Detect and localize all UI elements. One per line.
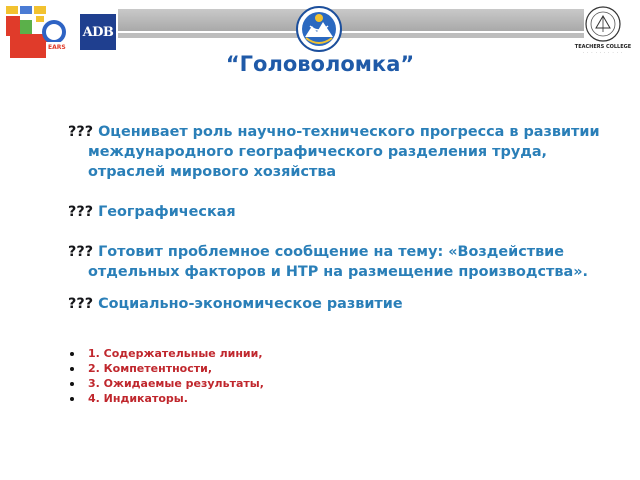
- bullet-item: [70, 391, 264, 406]
- item-text: Оценивает роль научно-технического прогресса в развитии международного географического разделения труда, отраслей мирового хозяйства: [88, 124, 600, 180]
- bullet-text: 2. Компетентности,: [88, 362, 213, 375]
- item-text: Социально-экономическое развитие: [98, 296, 403, 312]
- list-item: [68, 122, 628, 182]
- bullet-dot-icon: [70, 352, 74, 356]
- header-band: [118, 9, 584, 31]
- bullet-dot-icon: [70, 367, 74, 371]
- kyrgyz-emblem-icon: [296, 4, 342, 54]
- item-prefix: ???: [68, 244, 94, 260]
- list-item: [68, 294, 628, 314]
- item-prefix: ???: [68, 296, 94, 312]
- bullet-item: [70, 376, 264, 391]
- bullet-text: 4. Индикаторы.: [88, 392, 188, 405]
- bullet-item: [70, 346, 264, 361]
- bullet-dot-icon: [70, 382, 74, 386]
- bullet-dot-icon: [70, 397, 74, 401]
- item-prefix: ???: [68, 124, 94, 140]
- adb-logo: [80, 14, 116, 50]
- item-text: Готовит проблемное сообщение на тему: «Воздействие отдельных факторов и НТР на размещение производства».: [88, 244, 588, 280]
- adb-label: ADB: [82, 24, 114, 40]
- header-band-thin: [118, 33, 584, 38]
- slide-header: [0, 0, 640, 60]
- item-text: Географическая: [98, 204, 236, 220]
- bullet-item: [70, 361, 264, 376]
- slide-title: “Головоломка”: [225, 52, 415, 76]
- ears-label: EARS: [48, 44, 66, 51]
- teachers-college-sub: · · · · · · · · · ·: [582, 51, 624, 55]
- bullet-text: 1. Содержательные линии,: [88, 347, 263, 360]
- bullet-text: 3. Ожидаемые результаты,: [88, 377, 264, 390]
- teachers-college-label: TEACHERS COLLEGE: [574, 44, 632, 50]
- list-item: [68, 202, 628, 222]
- bullet-list: [70, 346, 264, 406]
- list-item: [68, 242, 628, 282]
- slide-items: [68, 122, 628, 334]
- item-prefix: ???: [68, 204, 94, 220]
